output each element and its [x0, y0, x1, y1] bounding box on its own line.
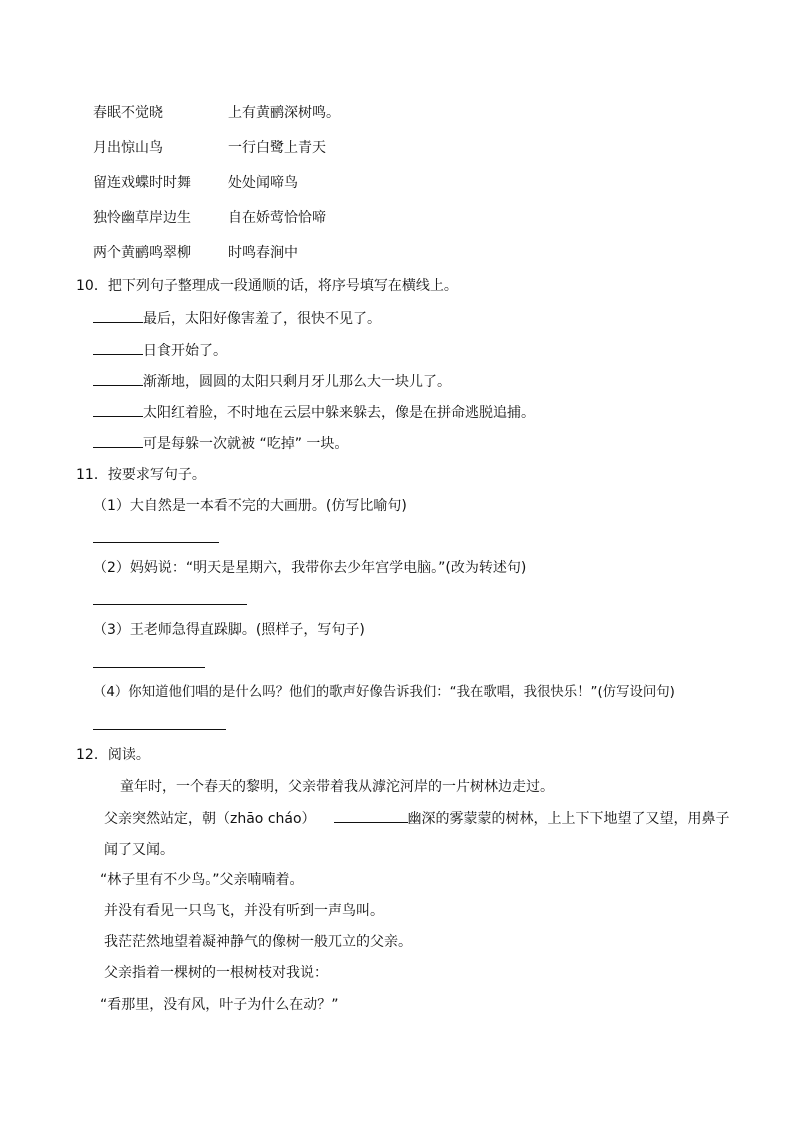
q12-paragraph-4: 并没有看见一只鸟飞，并没有听到一声鸟叫。 [104, 903, 384, 919]
q12-paragraph-6: 父亲指着一棵树的一根树枝对我说： [104, 965, 328, 981]
poem-right-5: 时鸣春涧中 [228, 245, 298, 261]
q11-answer-line-3[interactable] [93, 666, 205, 668]
poem-left-5: 两个黄鹂鸣翠柳 [93, 245, 191, 261]
q12-paragraph-3: “林子里有不少鸟。”父亲喃喃着。 [100, 872, 304, 888]
q11-item-4: （4）你知道他们唱的是什么吗？他们的歌声好像告诉我们：“我在歌唱，我很快乐！”(仿写设问句) [93, 685, 675, 700]
poem-left-1: 春眠不觉晓 [93, 105, 163, 121]
q11-answer-line-1[interactable] [93, 541, 219, 543]
q11-item-3: （3）王老师急得直跺脚。(照样子，写句子) [93, 622, 365, 638]
answer-blank[interactable] [93, 433, 143, 448]
q11-title: 11．按要求写句子。 [76, 467, 206, 483]
q11-answer-line-4[interactable] [93, 728, 226, 730]
q11-answer-line-2[interactable] [93, 603, 247, 605]
q10-sentence-1: 最后，太阳好像害羞了，很快不见了。 [93, 308, 381, 329]
answer-blank[interactable] [93, 340, 143, 355]
q12-paragraph-7: “看那里，没有风，叶子为什么在动？” [100, 997, 339, 1013]
poem-left-2: 月出惊山鸟 [93, 140, 163, 156]
q10-sentence-4: 太阳红着脸，不时地在云层中躲来躲去，像是在拼命逃脱追捕。 [93, 402, 535, 423]
poem-right-4: 自在娇莺恰恰啼 [228, 210, 326, 226]
answer-blank[interactable] [93, 371, 143, 386]
q12-paragraph-2: 父亲突然站定，朝（zhāo cháo） 幽深的雾蒙蒙的树林，上上下下地望了又望，用鼻子 [104, 808, 730, 829]
poem-right-3: 处处闻啼鸟 [228, 175, 298, 191]
q12-paragraph-1: 童年时，一个春天的黎明，父亲带着我从滹沱河岸的一片树林边走过。 [120, 779, 554, 795]
q10-sentence-5: 可是每躲一次就被 “吃掉” 一块。 [93, 433, 348, 454]
answer-blank[interactable] [93, 402, 143, 417]
q11-item-1: （1）大自然是一本看不完的大画册。(仿写比喻句) [93, 498, 407, 514]
q12-title: 12．阅读。 [76, 747, 150, 763]
q12-paragraph-5: 我茫茫然地望着凝神静气的像树一般兀立的父亲。 [104, 934, 412, 950]
q10-sentence-3: 渐渐地，圆圆的太阳只剩月牙儿那么大一块儿了。 [93, 371, 451, 392]
answer-blank[interactable] [93, 308, 143, 323]
poem-right-1: 上有黄鹂深树鸣。 [228, 105, 340, 121]
answer-blank[interactable] [334, 808, 408, 823]
q10-title: 10．把下列句子整理成一段通顺的话，将序号填写在横线上。 [76, 278, 458, 294]
poem-left-4: 独怜幽草岸边生 [93, 210, 191, 226]
q12-paragraph-2-cont: 闻了又闻。 [104, 842, 174, 858]
poem-left-3: 留连戏蝶时时舞 [93, 175, 191, 191]
q11-item-2: （2）妈妈说：“明天是星期六，我带你去少年宫学电脑。”(改为转述句) [93, 560, 527, 576]
poem-right-2: 一行白鹭上青天 [228, 140, 326, 156]
q10-sentence-2: 日食开始了。 [93, 340, 227, 361]
